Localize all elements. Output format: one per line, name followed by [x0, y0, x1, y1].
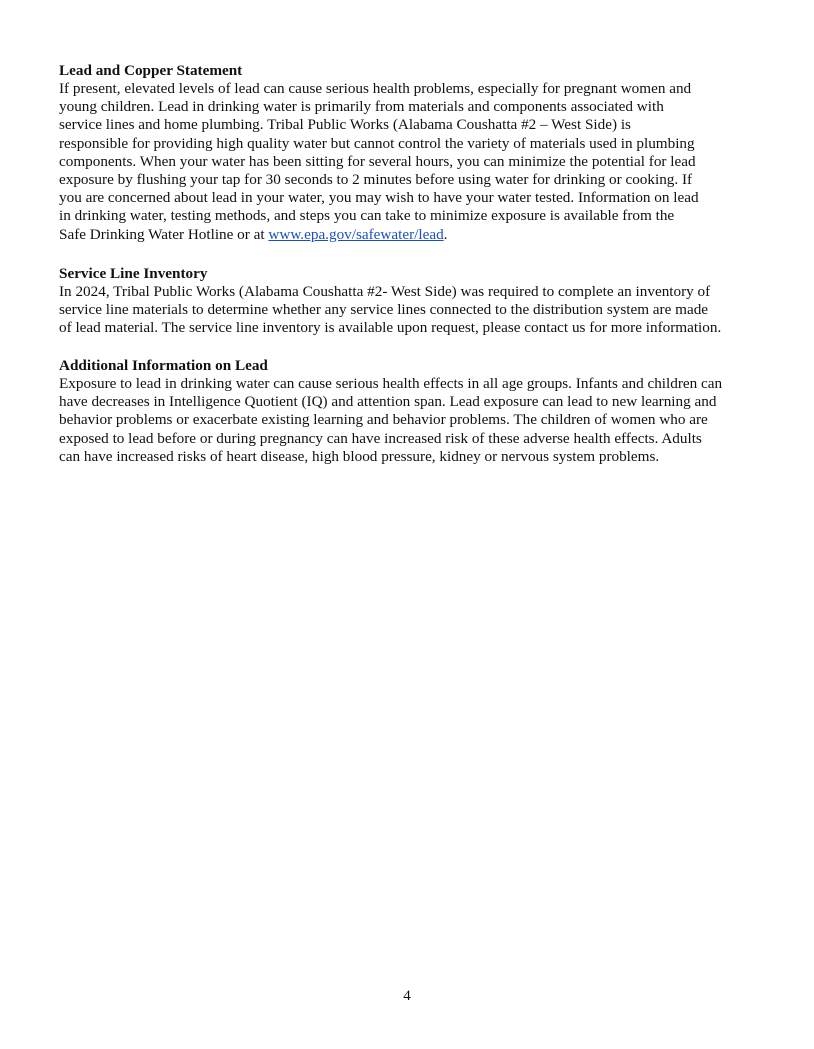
lead-copper-heading: Lead and Copper Statement — [59, 62, 243, 79]
epa-lead-link[interactable]: www.epa.gov/safewater/lead — [268, 225, 444, 243]
paragraph-line: exposed to lead before or during pregnancy can have increased risk of these adverse health effects. Adults — [59, 429, 702, 447]
paragraph-line: service line materials to determine whether any service lines connected to the distribution system are made — [59, 301, 709, 319]
paragraph-line: In 2024, Tribal Public Works (Alabama Coushatta #2- West Side) was required to complete an inventory of — [59, 283, 711, 300]
paragraph-line: young children. Lead in drinking water is primarily from materials and components associated with — [59, 98, 664, 116]
paragraph-line: you are concerned about lead in your water, you may wish to have your water tested. Information on lead — [59, 189, 699, 207]
additional-info-section — [59, 357, 764, 466]
paragraph-line: If present, elevated levels of lead can cause serious health problems, especially for pregnant women and — [59, 80, 692, 97]
additional-info-paragraph — [59, 375, 764, 466]
last-line-suffix: . — [443, 225, 448, 243]
service-line-heading: Service Line Inventory — [59, 265, 208, 282]
paragraph-line: in drinking water, testing methods, and steps you can take to minimize exposure is available from the — [59, 207, 675, 225]
paragraph-line: Exposure to lead in drinking water can cause serious health effects in all age groups. Infants and children can — [59, 375, 723, 392]
lead-copper-section — [59, 62, 764, 244]
page-number: 4 — [403, 988, 411, 1004]
lead-copper-paragraph — [59, 80, 764, 244]
last-line-prefix: Safe Drinking Water Hotline or at — [59, 225, 269, 243]
paragraph-line: exposure by flushing your tap for 30 seconds to 2 minutes before using water for drinking or cooking. If — [59, 171, 693, 189]
additional-info-heading: Additional Information on Lead — [59, 357, 268, 374]
paragraph-line: responsible for providing high quality water but cannot control the variety of materials used in plumbing — [59, 134, 695, 152]
paragraph-line: components. When your water has been sitting for several hours, you can minimize the potential for lead — [59, 152, 696, 170]
paragraph-line: have decreases in Intelligence Quotient (IQ) and attention span. Lead exposure can lead to new learning and — [59, 393, 717, 411]
paragraph-line: behavior problems or exacerbate existing learning and behavior problems. The children of women who are — [59, 411, 708, 429]
paragraph-line: of lead material. The service line inventory is available upon request, please contact us for more information. — [59, 319, 722, 337]
service-line-section — [59, 265, 764, 338]
paragraph-line: service lines and home plumbing. Tribal Public Works (Alabama Coushatta #2 – West Side) is — [59, 116, 631, 134]
service-line-paragraph — [59, 283, 764, 338]
paragraph-line: can have increased risks of heart disease, high blood pressure, kidney or nervous system problems. — [59, 447, 660, 465]
paragraph-line-last — [59, 226, 764, 244]
